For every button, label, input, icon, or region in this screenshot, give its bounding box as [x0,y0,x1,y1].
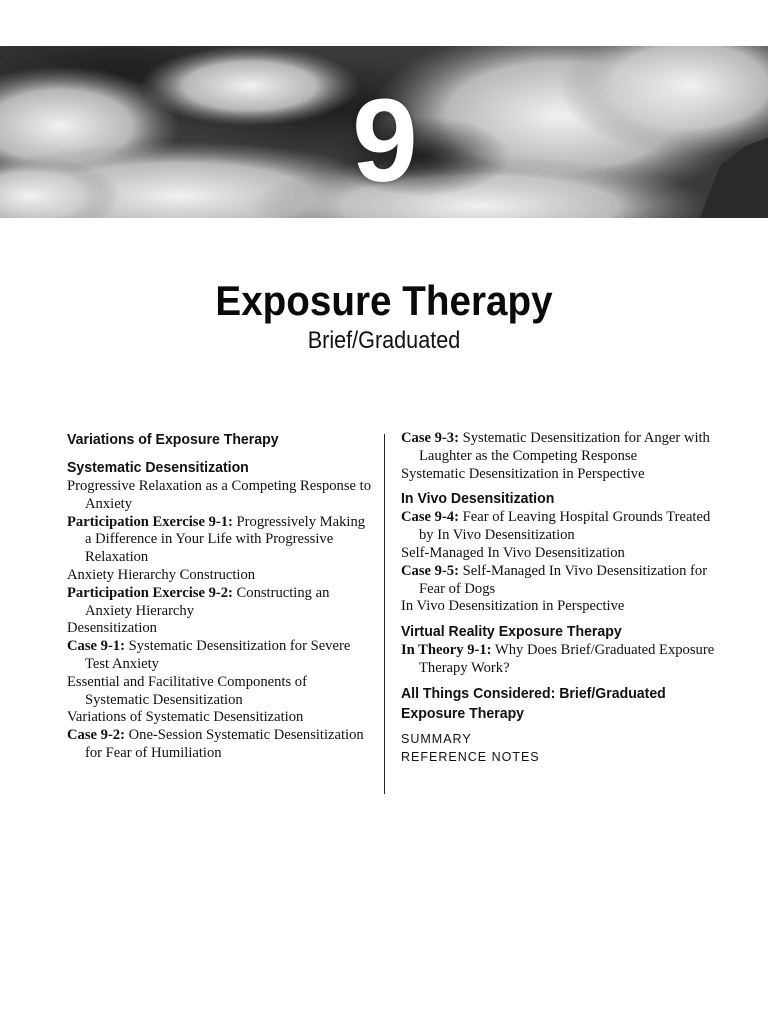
toc-heading-in-vivo: In Vivo Desensitization [401,490,555,508]
toc-entry: Progressive Relaxation as a Competing Response to Anxiety [67,478,371,512]
toc-entry: Case 9-2: One-Session Systematic Desensitization for Fear of Humiliation [67,727,364,761]
toc-entry: In Vivo Desensitization in Perspective [401,598,625,615]
toc-entry: Systematic Desensitization in Perspective [401,465,645,482]
toc-entry: In Theory 9-1: Why Does Brief/Graduated Exposure Therapy Work? [401,642,715,676]
chapter-title: Exposure Therapy [215,277,553,324]
toc-entry: Case 9-5: Self-Managed In Vivo Desensitization for Fear of Dogs [401,562,708,597]
chapter-subtitle: Brief/Graduated [307,327,461,354]
toc-left-column [67,430,372,763]
chapter-number: 9 [352,75,416,207]
toc-entry: Case 9-1: Systematic Desensitization for Severe Test Anxiety [67,638,351,672]
toc-heading-variations: Variations of Exposure Therapy [67,431,279,448]
toc-heading-systematic-desensitization: Systematic Desensitization [67,459,249,476]
toc-heading-virtual-reality: Virtual Reality Exposure Therapy [401,623,622,641]
toc-heading-all-things-considered: All Things Considered: Brief/Graduated Exposure Therapy [401,684,666,722]
toc-entry: Variations of Systematic Desensitization [67,709,304,726]
toc-right-column [401,430,721,766]
toc-summary: SUMMARY [401,731,472,746]
toc-entry: Desensitization [67,620,157,637]
toc-entry: Case 9-4: Fear of Leaving Hospital Grounds Treated by In Vivo Desensitization [401,509,711,544]
toc-entry: Participation Exercise 9-2: Constructing an Anxiety Hierarchy [67,584,330,619]
toc-entry: Participation Exercise 9-1: Progressively Making a Difference in Your Life with Progressive Relaxation [67,513,366,566]
toc-entry: Essential and Facilitative Components of Systematic Desensitization [67,673,307,708]
toc-entry: Self-Managed In Vivo Desensitization [401,544,625,561]
column-divider [384,434,385,794]
chapter-banner-image [0,46,768,218]
toc-reference-notes: REFERENCE NOTES [401,749,540,764]
toc-entry: Case 9-3: Systematic Desensitization for Anger with Laughter as the Competing Response [401,430,710,464]
toc-entry: Anxiety Hierarchy Construction [67,566,256,583]
